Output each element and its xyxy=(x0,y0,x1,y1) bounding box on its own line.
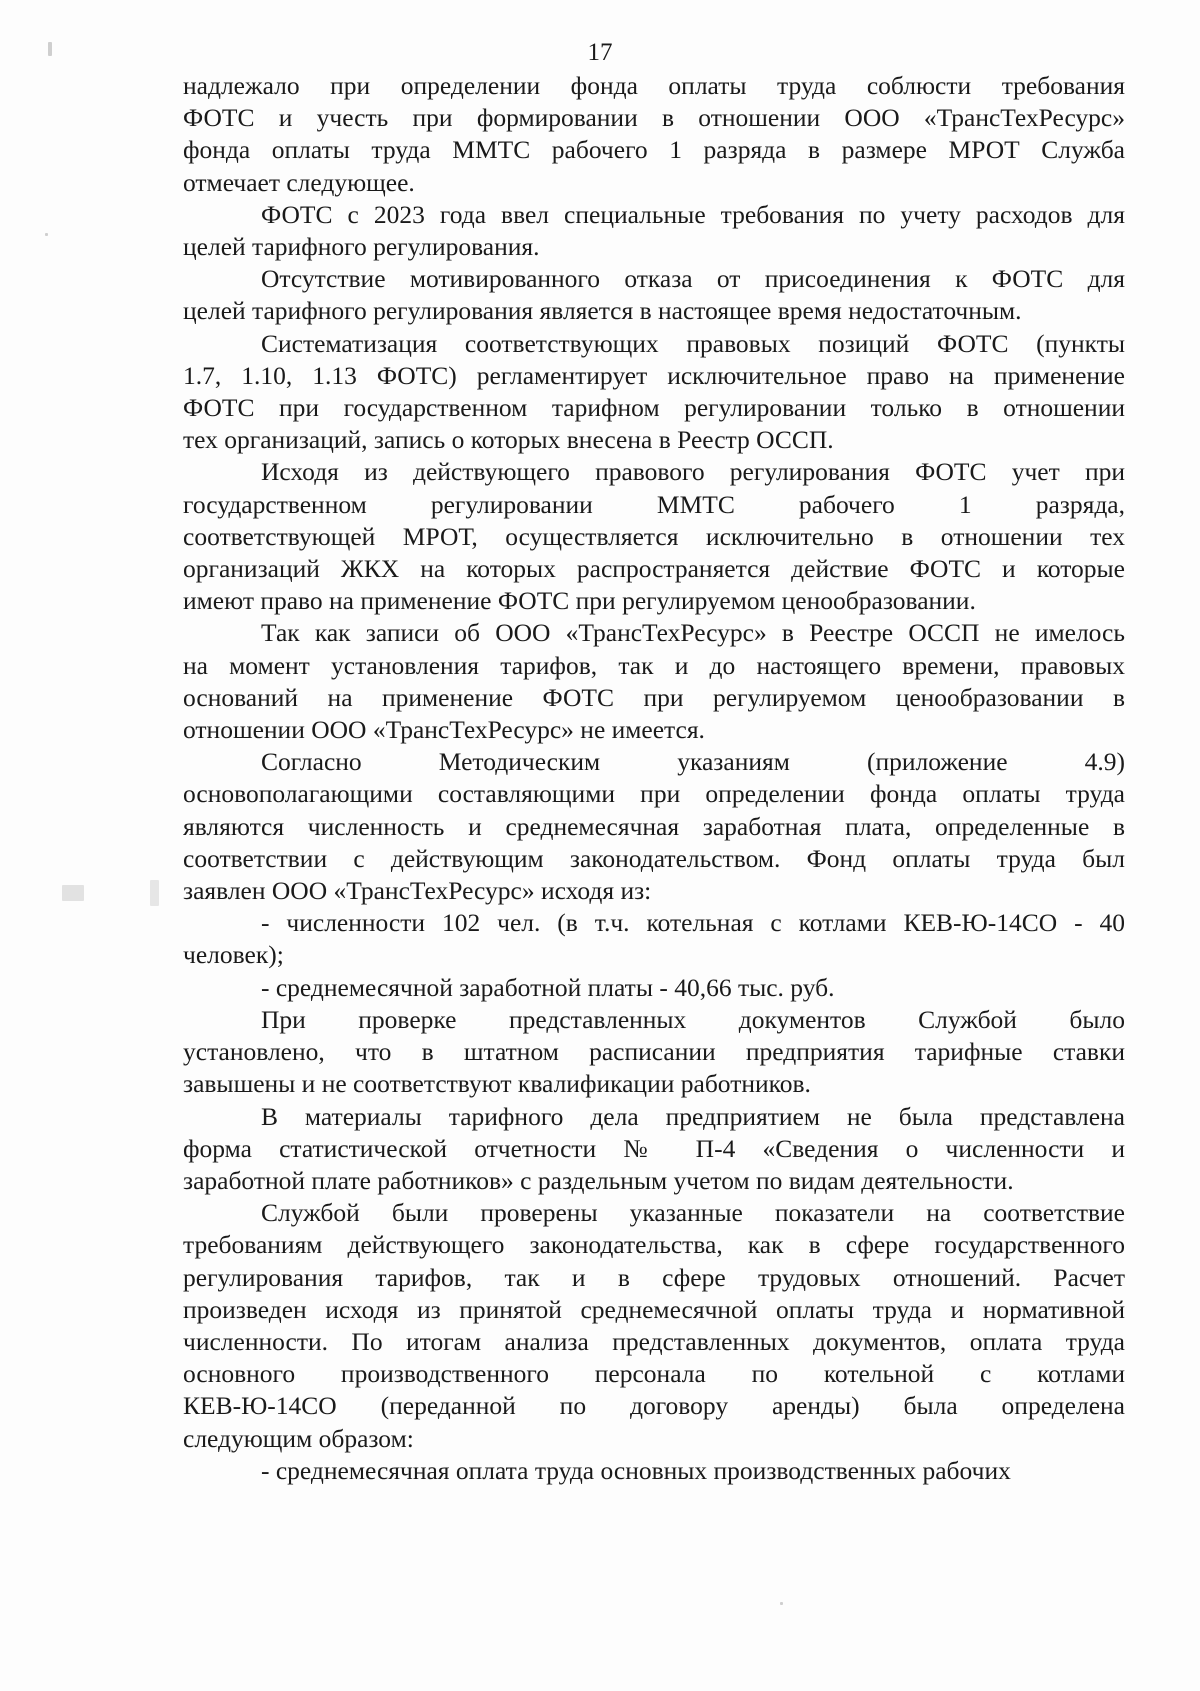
text-line: - среднемесячной заработной платы - 40,66 тыс. руб. xyxy=(261,972,835,1002)
text-line: человек); xyxy=(183,940,284,970)
text-line: ФОТС при государственном тарифном регулировании только в отношении xyxy=(183,393,1125,423)
paragraph xyxy=(183,617,1125,746)
text-line: Систематизация соответствующих правовых позиций ФОТС (пункты xyxy=(261,328,1125,358)
text-line: основного производственного персонала по котельной с котлами xyxy=(183,1359,1125,1389)
text-line: организаций ЖКХ на которых распространяется действие ФОТС и которые xyxy=(183,554,1125,584)
text-line: При проверке представленных документов Службой было xyxy=(261,1004,1125,1034)
text-line: форма статистической отчетности № П-4 «Сведения о численности и xyxy=(183,1133,1125,1163)
text-line: регулирования тарифов, так и в сфере трудовых отношений. Расчет xyxy=(183,1262,1125,1292)
paragraph xyxy=(183,199,1125,263)
text-line: отношении ООО «ТрансТехРесурс» не имеется. xyxy=(183,715,705,745)
text-line: Отсутствие мотивированного отказа от присоединения к ФОТС для xyxy=(261,264,1125,294)
text-line: фонда оплаты труда ММТС рабочего 1 разряда в размере МРОТ Служба xyxy=(183,135,1125,165)
text-line: соответствующей МРОТ, осуществляется исключительно в отношении тех xyxy=(183,521,1125,551)
text-line: - среднемесячная оплата труда основных производственных рабочих xyxy=(261,1455,1011,1485)
text-line: Так как записи об ООО «ТрансТехРесурс» в Реестре ОССП не имелось xyxy=(261,618,1125,648)
paragraph xyxy=(183,1101,1125,1198)
text-line: КЕВ-Ю-14СО (переданной по договору аренды) была определена xyxy=(183,1391,1125,1421)
scan-mark xyxy=(780,1602,783,1605)
scan-mark xyxy=(150,880,159,906)
text-line: В материалы тарифного дела предприятием не была представлена xyxy=(261,1101,1125,1131)
text-line: тех организаций, запись о которых внесена в Реестр ОССП. xyxy=(183,425,834,455)
text-line: целей тарифного регулирования является в настоящее время недостаточным. xyxy=(183,296,1022,326)
paragraph xyxy=(183,1197,1125,1455)
paragraph xyxy=(183,70,1125,199)
text-line: на момент установления тарифов, так и до настоящего времени, правовых xyxy=(183,650,1125,680)
text-line: заявлен ООО «ТрансТехРесурс» исходя из: xyxy=(183,876,652,906)
text-line: произведен исходя из принятой среднемесячной оплаты труда и нормативной xyxy=(183,1294,1125,1324)
text-line: Согласно Методическим указаниям (приложение 4.9) xyxy=(261,747,1125,777)
text-line: заработной плате работников» с раздельным учетом по видам деятельности. xyxy=(183,1165,1014,1195)
text-line: требованиям действующего законодательства, как в сфере государственного xyxy=(183,1230,1125,1260)
text-line: являются численность и среднемесячная заработная плата, определенные в xyxy=(183,811,1125,841)
page-number: 17 xyxy=(587,39,613,66)
paragraph xyxy=(183,263,1125,327)
text-line: оснований на применение ФОТС при регулируемом ценообразовании в xyxy=(183,682,1125,712)
paragraph xyxy=(183,1455,1125,1487)
paragraph xyxy=(183,907,1125,971)
text-line: установлено, что в штатном расписании предприятия тарифные ставки xyxy=(183,1037,1125,1067)
text-line: численности. По итогам анализа представленных документов, оплата труда xyxy=(183,1326,1125,1356)
paragraph xyxy=(183,972,1125,1004)
text-line: Исходя из действующего правового регулирования ФОТС учет при xyxy=(261,457,1125,487)
scan-mark xyxy=(45,233,48,236)
text-line: надлежало при определении фонда оплаты труда соблюсти требования xyxy=(183,71,1125,100)
document-body xyxy=(183,70,1125,1487)
text-line: основополагающими составляющими при определении фонда оплаты труда xyxy=(183,779,1125,809)
text-line: ФОТС с 2023 года ввел специальные требования по учету расходов для xyxy=(261,199,1125,229)
text-line: государственном регулировании ММТС рабочего 1 разряда, xyxy=(183,489,1125,519)
text-line: 1.7, 1.10, 1.13 ФОТС) регламентирует исключительное право на применение xyxy=(183,360,1125,390)
text-line: отмечает следующее. xyxy=(183,167,415,197)
scan-mark xyxy=(62,885,84,901)
paragraph xyxy=(183,746,1125,907)
text-line: - численности 102 чел. (в т.ч. котельная с котлами КЕВ-Ю-14СО - 40 xyxy=(261,908,1125,938)
paragraph xyxy=(183,456,1125,617)
text-line: имеют право на применение ФОТС при регулируемом ценообразовании. xyxy=(183,586,976,616)
text-line: следующим образом: xyxy=(183,1423,414,1453)
text-line: Службой были проверены указанные показатели на соответствие xyxy=(261,1198,1125,1228)
text-line: завышены и не соответствуют квалификации работников. xyxy=(183,1069,811,1099)
text-line: целей тарифного регулирования. xyxy=(183,232,540,262)
text-line: ФОТС и учесть при формировании в отношении ООО «ТрансТехРесурс» xyxy=(183,103,1125,133)
paragraph xyxy=(183,328,1125,457)
paragraph xyxy=(183,1004,1125,1101)
text-line: соответствии с действующим законодательством. Фонд оплаты труда был xyxy=(183,843,1125,873)
